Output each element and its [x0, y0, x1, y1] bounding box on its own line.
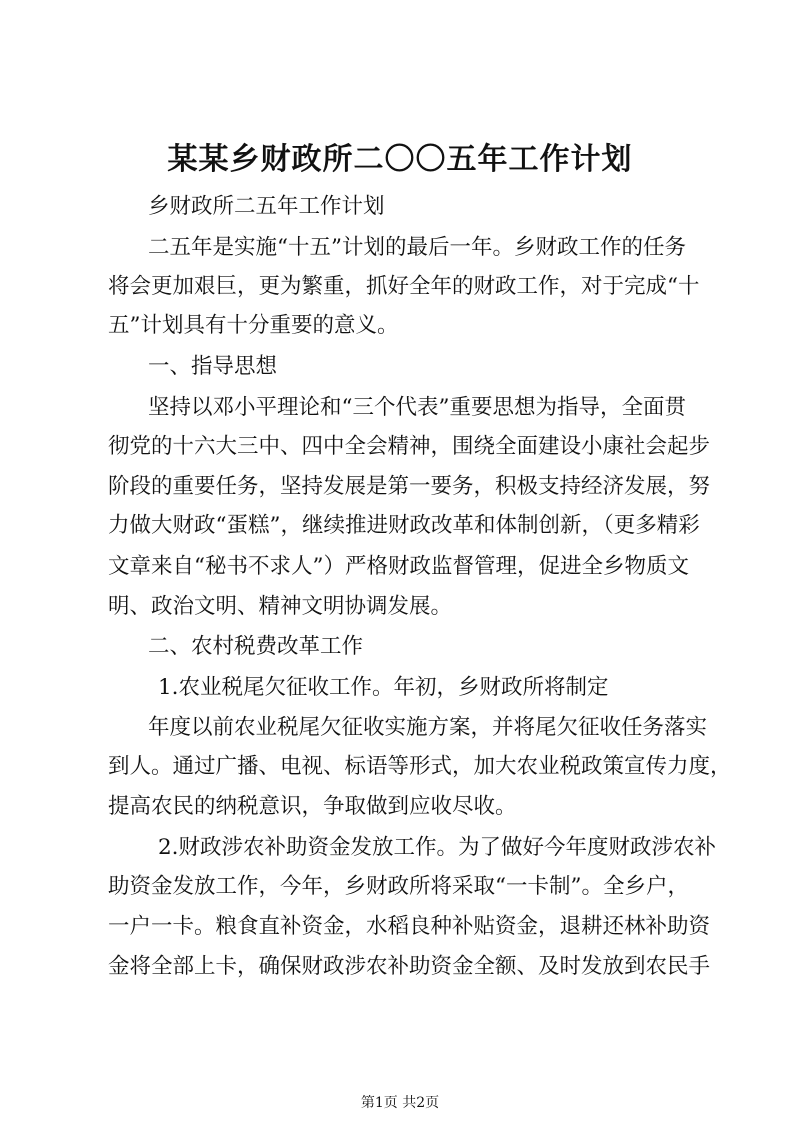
section-heading: 二、农村税费改革工作 [148, 634, 364, 659]
paragraph-line: 坚持以邓小平理论和“三个代表”重要思想为指导，全面贯 [148, 395, 686, 420]
paragraph-line: 到人。通过广播、电视、标语等形式，加大农业税政策宣传力度， [108, 754, 732, 779]
paragraph-line: 提高农民的纳税意识，争取做到应收尽收。 [108, 794, 517, 819]
paragraph-line: 明、政治文明、精神文明协调发展。 [108, 594, 453, 619]
paragraph-line: 力做大财政“蛋糕”，继续推进财政改革和体制创新，（更多精彩 [108, 513, 700, 538]
paragraph-line: 五”计划具有十分重要的意义。 [108, 313, 399, 338]
paragraph-line: 彻党的十六大三中、四中全会精神，围绕全面建设小康社会起步 [108, 434, 711, 459]
section-heading: 一、指导思想 [148, 354, 278, 379]
paragraph-line: 阶段的重要任务，坚持发展是第一要务，积极支持经济发展，努 [108, 474, 711, 499]
subtitle-line: 乡财政所二五年工作计划 [148, 194, 385, 219]
page-footer: 第1页 共2页 [360, 1095, 440, 1111]
paragraph-line: 一户一卡。粮食直补资金，水稻良种补贴资金，退耕还林补助资 [108, 914, 711, 939]
paragraph-line: 金将全部上卡，确保财政涉农补助资金全额、及时发放到农民手 [108, 954, 711, 979]
paragraph-line: 二五年是实施“十五”计划的最后一年。乡财政工作的任务 [148, 235, 686, 260]
document-title: 某某乡财政所二〇〇五年工作计划 [167, 142, 633, 177]
paragraph-line: 助资金发放工作，今年，乡财政所将采取“一卡制”。全乡户， [108, 874, 689, 899]
paragraph-line: 1.农业税尾欠征收工作。年初，乡财政所将制定 [158, 675, 609, 700]
paragraph-line: 2.财政涉农补助资金发放工作。为了做好今年度财政涉农补 [158, 835, 717, 860]
paragraph-line: 将会更加艰巨，更为繁重，抓好全年的财政工作，对于完成“十 [108, 274, 700, 299]
paragraph-line: 年度以前农业税尾欠征收实施方案，并将尾欠征收任务落实 [148, 715, 708, 740]
paragraph-line: 文章来自“秘书不求人”）严格财政监督管理，促进全乡物质文 [108, 554, 689, 579]
